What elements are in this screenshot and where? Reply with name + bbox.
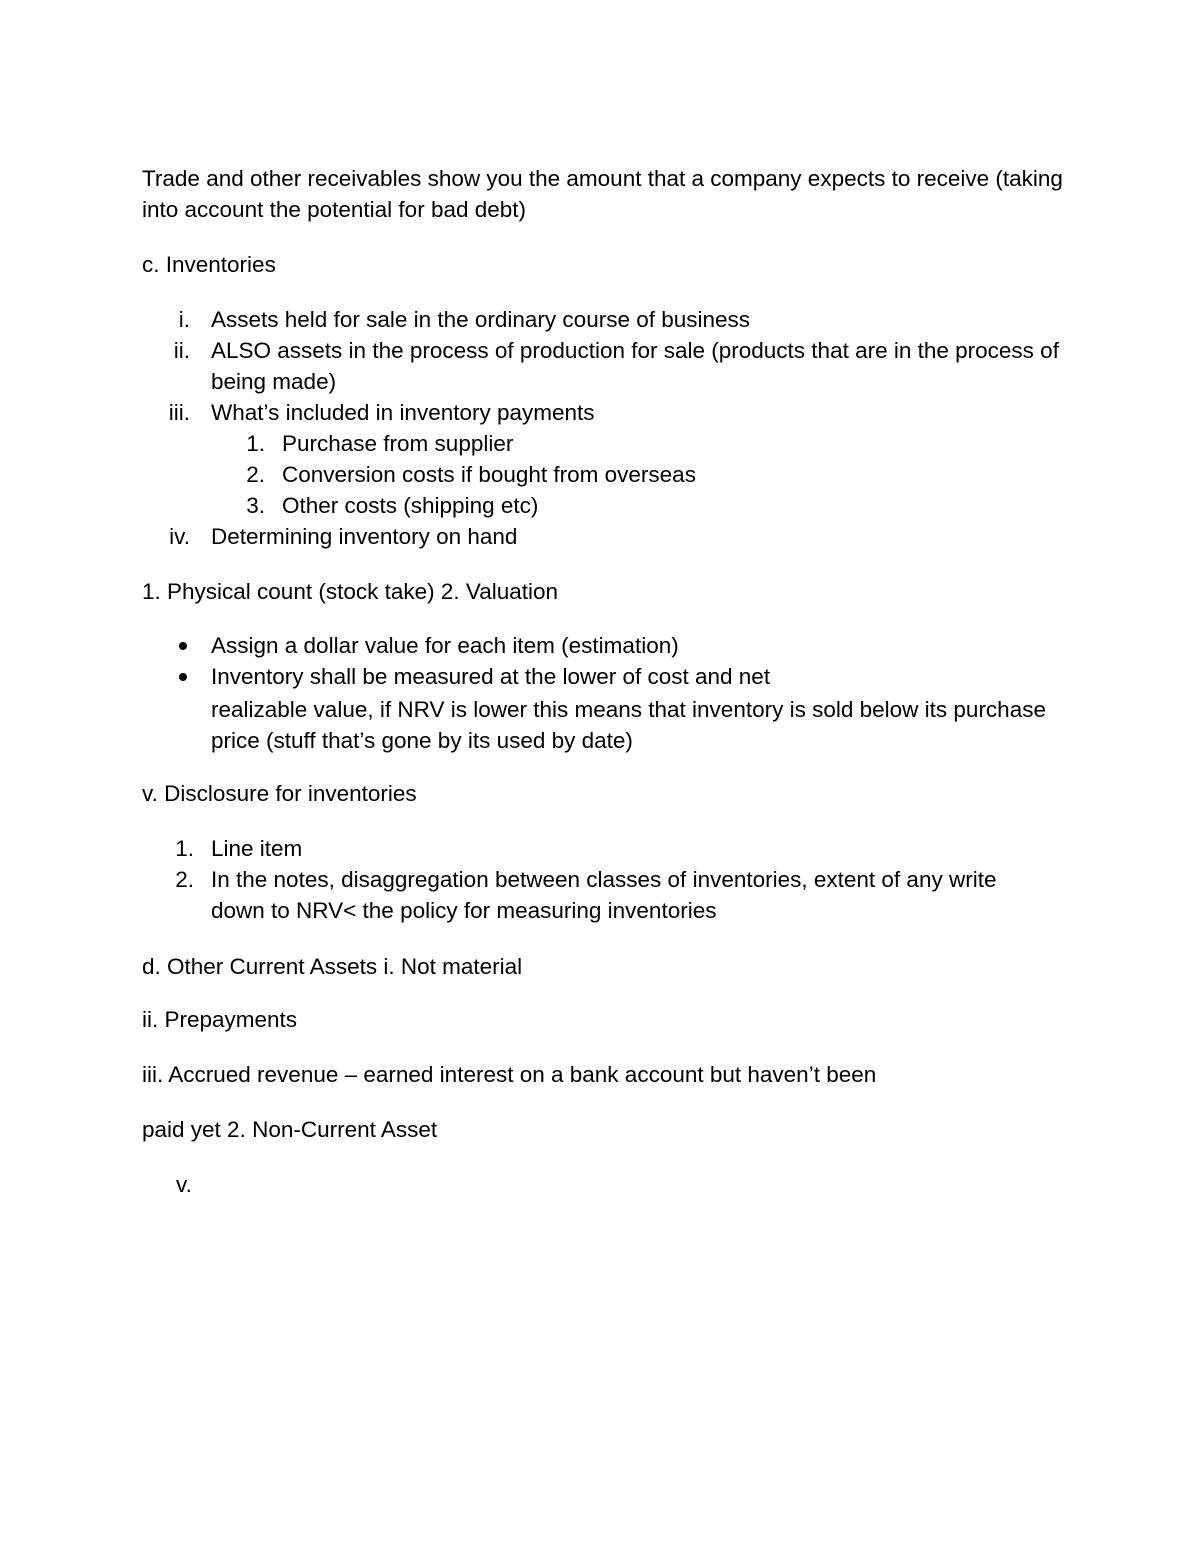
list-marker: iii. <box>168 400 190 425</box>
bullet-icon <box>179 673 187 681</box>
list-marker: i. <box>178 307 190 332</box>
list-item: ALSO assets in the process of production for sale (products that are in the process of being made) <box>211 338 1059 394</box>
inventories-heading: c. Inventories <box>142 252 276 277</box>
list-marker: 2. <box>246 462 265 487</box>
list-marker: iv. <box>169 524 190 549</box>
prepayments-paragraph: ii. Prepayments <box>142 1007 298 1032</box>
list-item: Inventory shall be measured at the lower of cost and net <box>211 664 771 689</box>
list-marker: ii. <box>173 338 190 363</box>
list-item: Assets held for sale in the ordinary course of business <box>211 307 751 332</box>
disclosure-heading: v. Disclosure for inventories <box>142 781 417 806</box>
physical-count-paragraph: 1. Physical count (stock take) 2. Valuation <box>142 579 559 604</box>
list-marker: 2. <box>175 867 194 892</box>
non-current-asset-paragraph: paid yet 2. Non-Current Asset <box>142 1117 438 1142</box>
list-item: In the notes, disaggregation between classes of inventories, extent of any write down to NRV< the policy for measuring inventories <box>211 867 997 923</box>
accrued-revenue-paragraph: iii. Accrued revenue – earned interest on a bank account but haven’t been <box>142 1062 877 1087</box>
list-marker: 1. <box>175 836 194 861</box>
list-item: Purchase from supplier <box>282 431 514 456</box>
other-current-assets-paragraph: d. Other Current Assets i. Not material <box>142 954 523 979</box>
bullet-icon <box>179 642 187 650</box>
receivables-paragraph: Trade and other receivables show you the amount that a company expects to receive (taking into account the potential for bad debt) <box>142 166 1063 222</box>
list-marker: 3. <box>246 493 265 518</box>
list-item: Determining inventory on hand <box>211 524 518 549</box>
list-marker: 1. <box>246 431 265 456</box>
list-item-continuation: realizable value, if NRV is lower this means that inventory is sold below its purchase price (stuff that’s gone by its used by date) <box>211 697 1046 753</box>
roman-v-marker: v. <box>176 1172 192 1197</box>
list-item: Assign a dollar value for each item (estimation) <box>211 633 679 658</box>
list-item: What’s included in inventory payments <box>211 400 595 425</box>
list-item: Other costs (shipping etc) <box>282 493 539 518</box>
list-item: Line item <box>211 836 303 861</box>
list-item: Conversion costs if bought from overseas <box>282 462 696 487</box>
